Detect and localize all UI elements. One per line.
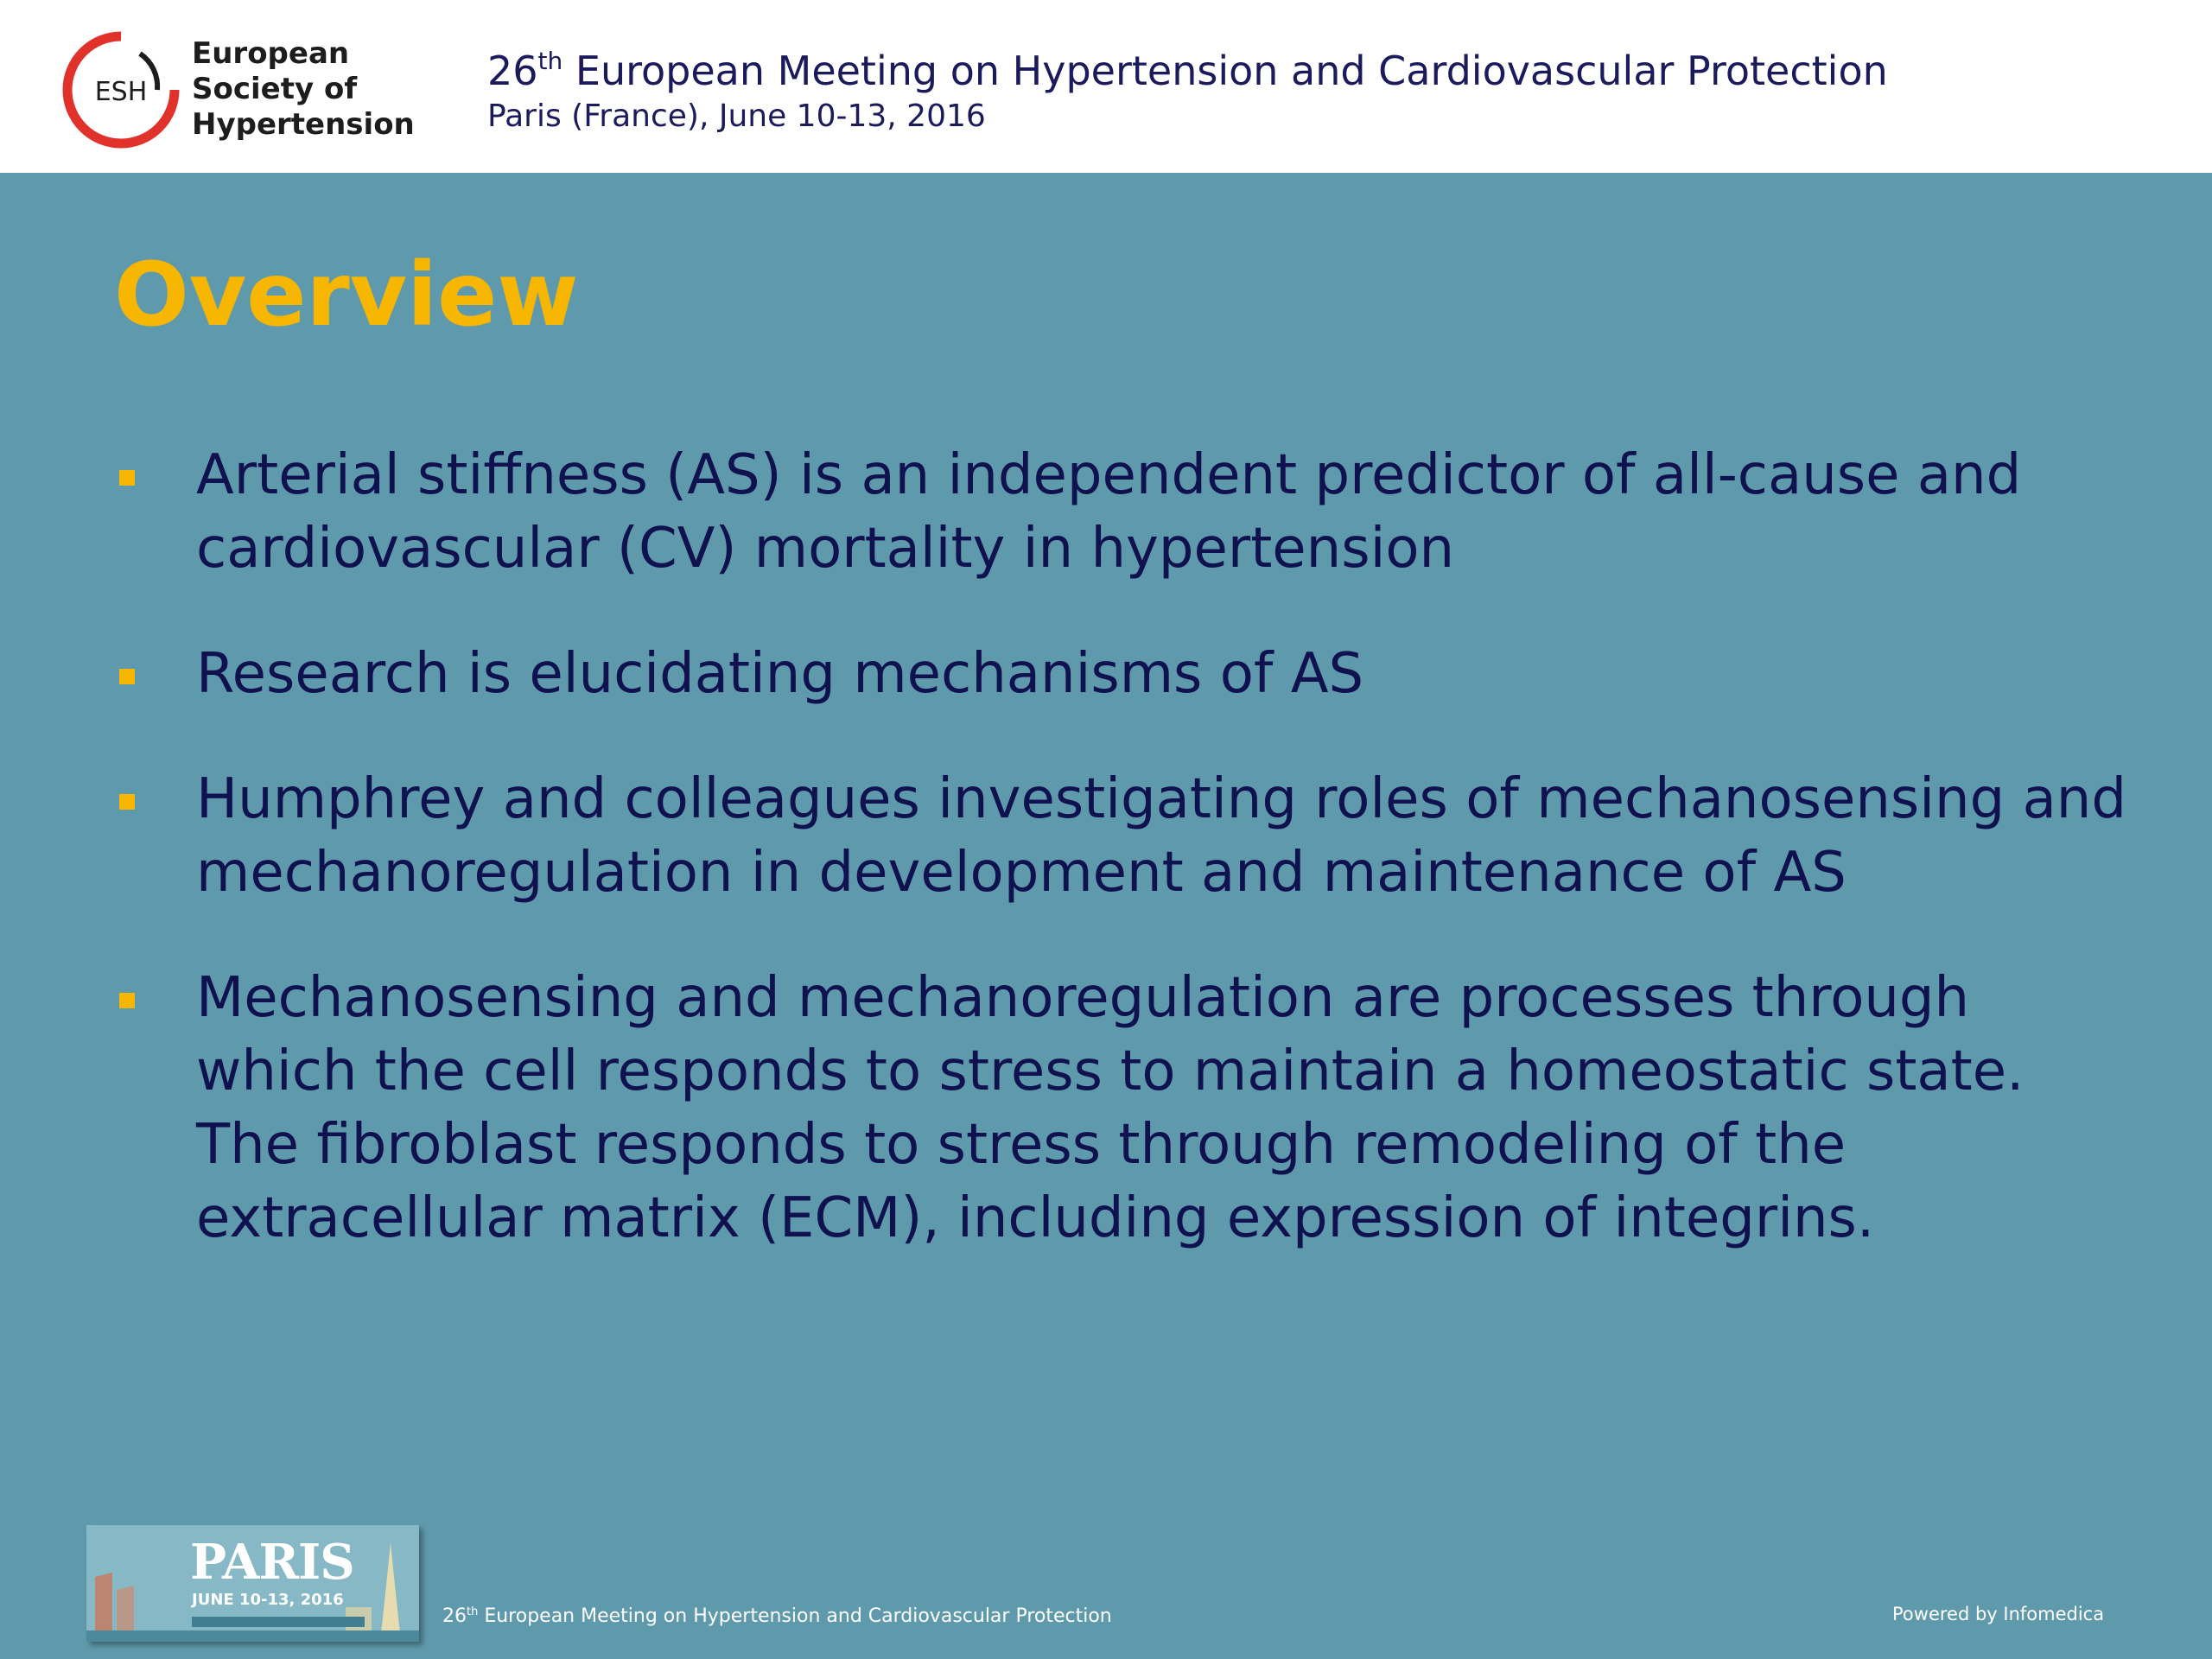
footer-conference-number: 26 bbox=[442, 1605, 467, 1627]
bullet-item bbox=[114, 763, 2127, 910]
bullet-square-icon bbox=[119, 993, 135, 1008]
bullet-text: Humphrey and colleagues investigating roles of mechanosensing and mechanoregulation in development and maintenance of AS bbox=[196, 767, 2126, 905]
logo-abbr: ESH bbox=[94, 77, 148, 107]
conference-number: 26 bbox=[487, 48, 538, 94]
slide-title: Overview bbox=[114, 244, 579, 346]
bullet-list bbox=[114, 439, 2127, 1307]
conference-suffix: th bbox=[537, 47, 563, 75]
conference-title bbox=[487, 45, 1888, 97]
conference-info bbox=[487, 45, 1888, 137]
paris-badge-image bbox=[86, 1525, 419, 1642]
esh-logo-ring-icon bbox=[60, 29, 181, 150]
bullet-item bbox=[114, 439, 2127, 586]
powered-by: Powered by Infomedica bbox=[1892, 1604, 2105, 1624]
footer-conference-text: European Meeting on Hypertension and Cardiovascular Protection bbox=[478, 1605, 1112, 1627]
footer-conference-suffix: th bbox=[467, 1605, 479, 1618]
bullet-text: Mechanosensing and mechanoregulation are processes through which the cell responds to stress to maintain a homeostatic state. The fibroblast responds to stress through remodeling of the extracellular matrix (ECM), including expression of integrins. bbox=[196, 966, 2024, 1250]
badge-city: PARIS bbox=[190, 1534, 354, 1591]
header-bar bbox=[0, 0, 2212, 173]
esh-logo bbox=[60, 29, 415, 150]
bullet-square-icon bbox=[119, 794, 135, 810]
bullet-text: Research is elucidating mechanisms of AS bbox=[196, 642, 1364, 706]
logo-line-3: Hypertension bbox=[192, 107, 415, 142]
logo-wordmark bbox=[192, 36, 415, 143]
badge-dates: JUNE 10-13, 2016 bbox=[192, 1591, 344, 1609]
logo-line-1: European bbox=[192, 36, 350, 71]
bullet-text: Arterial stiffness (AS) is an independent predictor of all-cause and cardiovascular (CV) mortality in hypertension bbox=[196, 443, 2022, 581]
badge-strip bbox=[192, 1617, 365, 1627]
conference-title-text: European Meeting on Hypertension and Cardiovascular Protection bbox=[563, 48, 1888, 94]
logo-line-2: Society of bbox=[192, 72, 358, 106]
footer-conference-title bbox=[442, 1605, 1112, 1627]
bullet-square-icon bbox=[119, 669, 135, 684]
bullet-square-icon bbox=[119, 470, 135, 486]
conference-subtitle: Paris (France), June 10-13, 2016 bbox=[487, 99, 986, 134]
bullet-item bbox=[114, 638, 2127, 711]
bullet-item bbox=[114, 962, 2127, 1255]
